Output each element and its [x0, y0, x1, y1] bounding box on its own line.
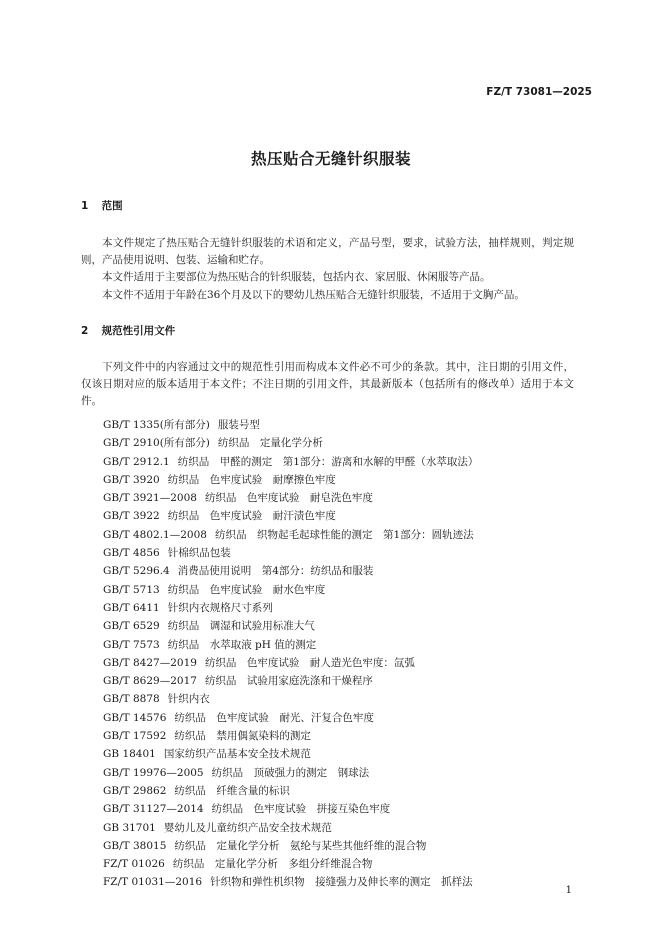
reference-item	[103, 434, 478, 452]
section-heading-scope	[81, 198, 123, 213]
reference-code: GB/T 8878	[103, 693, 160, 706]
reference-code: GB/T 3920	[103, 473, 160, 486]
reference-title: 纺织品 调湿和试验用标准大气	[167, 620, 315, 633]
reference-item	[103, 727, 478, 745]
reference-title: 针织物和弹性机织物 接缝强力及伸长率的测定 抓样法	[210, 876, 473, 889]
reference-title: 针棉织品包装	[167, 547, 231, 560]
reference-code: GB/T 5296.4	[103, 565, 170, 578]
reference-item	[103, 599, 478, 617]
reference-item	[103, 416, 478, 434]
reference-title: 纺织品 色牢度试验 耐汗渍色牢度	[167, 510, 336, 523]
reference-code: GB/T 8427—2019	[103, 656, 197, 669]
reference-title: 针织内衣	[167, 693, 210, 706]
reference-item	[103, 526, 478, 544]
reference-item	[103, 544, 478, 562]
reference-title: 纺织品 色牢度试验 耐水色牢度	[167, 583, 326, 596]
reference-title: 纺织品 色牢度试验 耐光、汗复合色牢度	[174, 711, 374, 724]
references-intro: 下列文件中的内容通过文中的规范性引用而构成本文件必不可少的条款。其中，注日期的引用文件，仅该日期对应的版本适用于本文件；不注日期的引用文件，其最新版本（包括所有的修改单）适用于本文件。	[81, 361, 574, 407]
section-heading-normative-references	[81, 323, 175, 338]
reference-code: GB/T 4856	[103, 547, 160, 560]
reference-item	[103, 745, 478, 763]
reference-code: GB/T 6529	[103, 620, 160, 633]
reference-code: GB/T 8629—2017	[103, 675, 197, 688]
standard-number: FZ/T 73081—2025	[486, 86, 592, 98]
reference-title: 国家纺织产品基本安全技术规范	[163, 748, 311, 761]
reference-title: 纺织品 定量化学分析	[217, 437, 323, 450]
reference-code: GB/T 38015	[103, 839, 167, 852]
reference-item	[103, 690, 478, 708]
scope-paragraph-1: 本文件规定了热压贴合无缝针织服装的术语和定义，产品号型，要求，试验方法，抽样规则，判定规则，产品使用说明、包装、运输和贮存。	[81, 237, 574, 266]
reference-item	[103, 471, 478, 489]
scope-paragraph-3: 本文件不适用于年龄在36个月及以下的婴幼儿热压贴合无缝针织服装，不适用于文胸产品。	[102, 289, 525, 301]
section-number: 2	[81, 325, 89, 337]
reference-title: 纺织品 试验用家庭洗涤和干燥程序	[204, 675, 373, 688]
reference-item	[103, 819, 478, 837]
page-number: 1	[565, 885, 572, 896]
reference-code: GB/T 17592	[103, 730, 167, 743]
reference-item	[103, 489, 478, 507]
reference-list	[103, 416, 478, 892]
reference-code: GB/T 5713	[103, 583, 160, 596]
reference-item	[103, 873, 478, 891]
reference-item	[103, 562, 478, 580]
reference-title: 婴幼儿及儿童纺织产品安全技术规范	[163, 821, 332, 834]
scope-paragraph-2: 本文件适用于主要部位为热压贴合的针织服装，包括内衣、家居服、休闲服等产品。	[102, 271, 491, 283]
reference-code: GB 31701	[103, 821, 156, 834]
reference-title: 纺织品 禁用偶氮染料的测定	[174, 730, 311, 743]
reference-code: GB/T 3921—2008	[103, 492, 197, 505]
reference-code: GB/T 29862	[103, 784, 167, 797]
reference-item	[103, 800, 478, 818]
section-number: 1	[81, 200, 89, 212]
reference-item	[103, 581, 478, 599]
reference-title: 纺织品 定量化学分析 氨纶与某些其他纤维的混合物	[174, 839, 427, 852]
reference-title: 纺织品 织物起毛起球性能的测定 第1部分：圆轨迹法	[214, 528, 474, 541]
reference-title: 纺织品 色牢度试验 耐摩擦色牢度	[167, 473, 336, 486]
reference-item	[103, 453, 478, 471]
reference-code: GB/T 7573	[103, 638, 160, 651]
reference-code: GB/T 3922	[103, 510, 160, 523]
reference-title: 纺织品 色牢度试验 耐人造光色牢度：氙弧	[204, 656, 415, 669]
reference-title: 纺织品 纤维含量的标识	[174, 784, 290, 797]
reference-item	[103, 764, 478, 782]
reference-title: 纺织品 甲醛的测定 第1部分：游离和水解的甲醛（水萃取法）	[177, 455, 479, 468]
reference-code: GB/T 19976—2005	[103, 766, 204, 779]
reference-code: FZ/T 01031—2016	[103, 876, 203, 889]
reference-title: 服装号型	[217, 419, 260, 431]
section-title: 规范性引用文件	[101, 325, 176, 337]
reference-code: GB/T 1335(所有部分)	[103, 419, 210, 431]
reference-code: FZ/T 01026	[103, 858, 165, 871]
reference-title: 消费品使用说明 第4部分：纺织品和服装	[177, 565, 374, 578]
reference-title: 纺织品 定量化学分析 多组分纤维混合物	[172, 858, 373, 871]
reference-code: GB/T 4802.1—2008	[103, 528, 207, 541]
document-title: 热压贴合无缝针织服装	[250, 150, 411, 168]
reference-title: 针织内衣规格尺寸系列	[167, 601, 273, 614]
reference-code: GB/T 31127—2014	[103, 803, 204, 816]
reference-item	[103, 654, 478, 672]
reference-code: GB/T 14576	[103, 711, 167, 724]
reference-item	[103, 709, 478, 727]
reference-title: 纺织品 色牢度试验 拼接互染色牢度	[211, 803, 391, 816]
reference-item	[103, 855, 478, 873]
reference-title: 纺织品 水萃取液 pH 值的测定	[167, 638, 317, 651]
reference-item	[103, 617, 478, 635]
reference-item	[103, 507, 478, 525]
reference-title: 纺织品 顶破强力的测定 钢球法	[211, 766, 370, 779]
reference-code: GB/T 2912.1	[103, 455, 170, 468]
reference-item	[103, 672, 478, 690]
reference-item	[103, 636, 478, 654]
reference-code: GB/T 2910(所有部分)	[103, 437, 210, 450]
section-title: 范围	[101, 200, 123, 212]
reference-item	[103, 782, 478, 800]
reference-item	[103, 837, 478, 855]
reference-code: GB/T 6411	[103, 601, 160, 614]
reference-title: 纺织品 色牢度试验 耐皂洗色牢度	[204, 492, 373, 505]
reference-code: GB 18401	[103, 748, 156, 761]
